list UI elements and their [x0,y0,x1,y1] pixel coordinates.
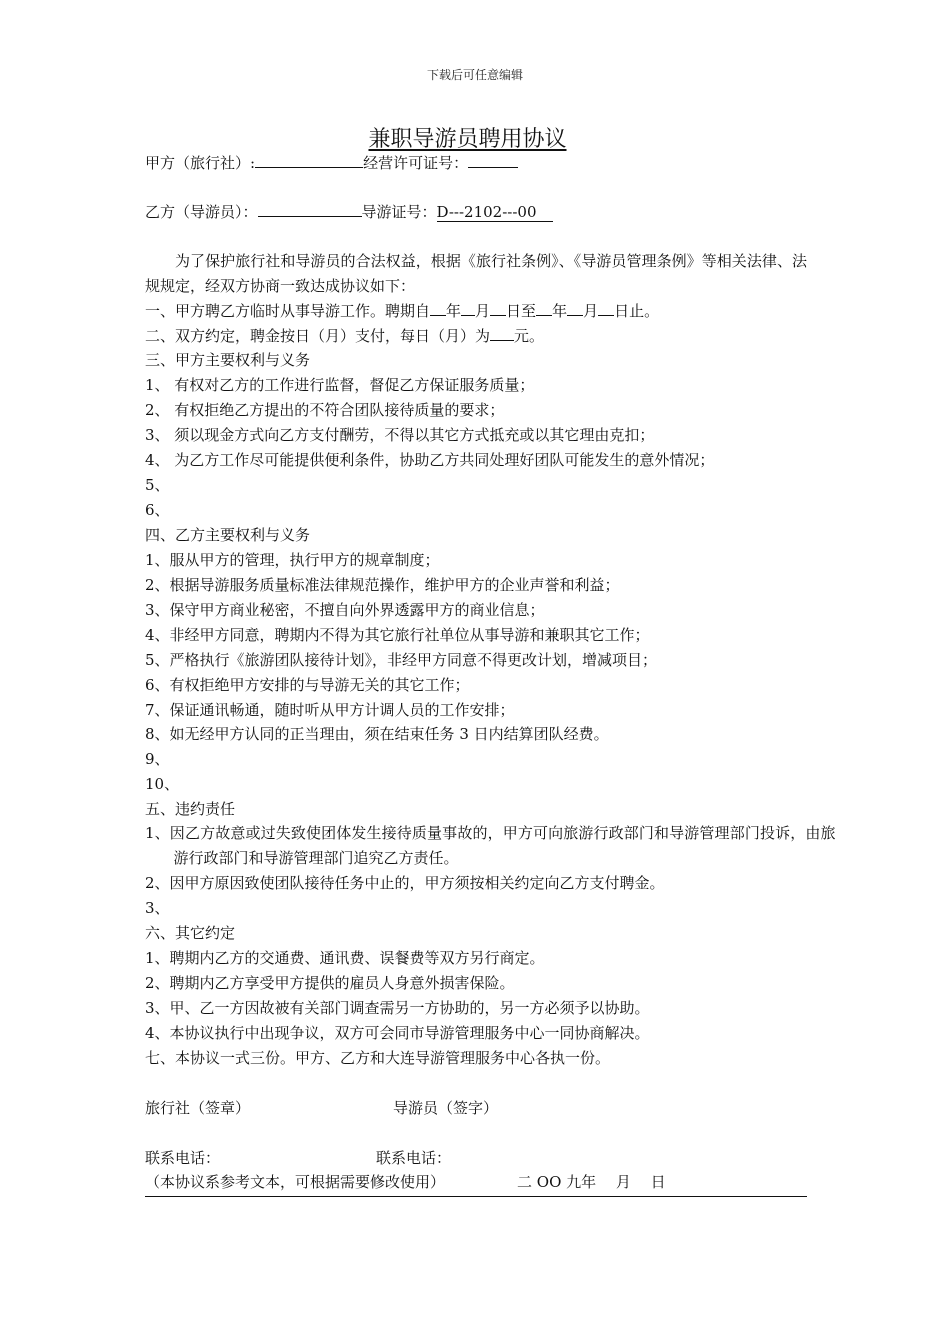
bottom-rule [145,1196,807,1197]
signature-row [145,1096,498,1120]
start-day-blank[interactable] [490,298,506,316]
party-a-name-blank[interactable] [255,150,363,168]
section-6-item: 1、聘期内乙方的交通费、通讯费、误餐费等双方另行商定。 [145,949,545,967]
section-6-item: 4、本协议执行中出现争议，双方可会同市导游管理服务中心一同协商解决。 [145,1024,650,1042]
section-4-item: 8、如无经甲方认同的正当理由，须在结束任务 3 日内结算团队经费。 [145,725,609,743]
document-title: 兼职导游员聘用协议 [368,127,567,152]
section-5-heading: 五、违约责任 [145,800,236,818]
end-day-blank[interactable] [598,298,614,316]
guide-signature-label: 导游员（签字） [393,1099,499,1117]
end-year-blank[interactable] [536,298,552,316]
section-4-item: 9、 [145,750,170,768]
section-4-item: 2、根据导游服务质量标准法律规范操作，维护甲方的企业声誉和利益； [145,576,620,594]
intro-paragraph: 为了保护旅行社和导游员的合法权益，根据《旅行社条例》、《导游员管理条例》等相关法律、法规规定，经双方协商一致达成协议如下： [145,252,807,295]
section-3-item: 3、 须以现金方式向乙方支付酬劳，不得以其它方式抵充或以其它理由克扣； [145,426,655,444]
header-note: 下载后可任意编辑 [426,68,523,82]
section-4-item: 1、服从甲方的管理，执行甲方的规章制度； [145,551,440,569]
section-4-item: 6、有权拒绝甲方安排的与导游无关的其它工作； [145,676,470,694]
start-year-blank[interactable] [430,298,446,316]
section-4-item: 5、严格执行《旅游团队接待计划》，非经甲方同意不得更改计划，增减项目； [145,651,658,669]
guide-phone-label: 联系电话： [376,1149,452,1167]
section-7: 七、本协议一式三份。甲方、乙方和大连导游管理服务中心各执一份。 [145,1049,611,1067]
start-month-blank[interactable] [461,298,475,316]
section-3-item: 5、 [145,476,170,494]
guide-id-label: 导游证号： [361,203,437,221]
section-4-item: 10、 [145,775,180,793]
agency-signature-label: 旅行社（签章） [145,1099,251,1117]
section-3-heading: 三、甲方主要权利与义务 [145,351,311,369]
clause-2-unit: 元。 [514,327,545,345]
guide-id-value[interactable]: D---2102---00 [437,203,553,222]
contact-row [145,1146,451,1170]
agency-phone-label: 联系电话： [145,1149,221,1167]
section-5-item: 3、 [145,899,170,917]
license-label: 经营许可证号： [363,154,469,172]
party-a-line [145,150,518,174]
end-month-blank[interactable] [567,298,583,316]
section-5-item: 2、因甲方原因致使团队接待任务中止的，甲方须按相关约定向乙方支付聘金。 [145,874,665,892]
clause-1-year: 年 [446,302,462,320]
section-3-item: 1、 有权对乙方的工作进行监督，督促乙方保证服务质量； [145,376,535,394]
section-5-item: 1、因乙方故意或过失致使团体发生接待质量事故的，甲方可向旅游行政部门和导游管理部门投诉，由旅游行政部门和导游管理部门追究乙方责任。 [145,824,836,867]
party-a-label: 甲方（旅行社）: [145,154,256,172]
footer-note: （本协议系参考文本，可根据需要修改使用） [145,1173,446,1191]
section-6-heading: 六、其它约定 [145,924,236,942]
section-6-item: 3、甲、乙一方因故被有关部门调查需另一方协助的，另一方必须予以协助。 [145,999,650,1017]
fee-blank[interactable] [490,323,514,341]
clause-2 [145,323,544,347]
footer-date: 二 OO 九年 月 日 [517,1173,666,1191]
section-6-item: 2、聘期内乙方享受甲方提供的雇员人身意外损害保险。 [145,974,515,992]
section-3-item: 6、 [145,501,170,519]
clause-1 [145,298,659,322]
party-b-name-blank[interactable] [258,199,362,217]
clause-1-text: 一、甲方聘乙方临时从事导游工作。聘期自 [145,302,431,320]
section-4-item: 7、保证通讯畅通，随时听从甲方计调人员的工作安排； [145,701,515,719]
clause-2-text: 二、双方约定，聘金按日（月）支付，每日（月）为 [145,327,491,345]
section-4-item: 3、保守甲方商业秘密，不擅自向外界透露甲方的商业信息； [145,601,545,619]
license-number-blank[interactable] [468,150,518,168]
section-3-item: 4、 为乙方工作尽可能提供便利条件，协助乙方共同处理好团队可能发生的意外情况； [145,451,715,469]
clause-1-to: 日至 [506,302,537,320]
footer-row [145,1170,666,1194]
clause-1-end-month: 月 [583,302,599,320]
section-3-item: 2、 有权拒绝乙方提出的不符合团队接待质量的要求； [145,401,505,419]
clause-1-end: 日止。 [614,302,660,320]
party-b-label: 乙方（导游员）： [145,203,258,221]
clause-1-month: 月 [475,302,491,320]
section-4-heading: 四、乙方主要权利与义务 [145,526,311,544]
clause-1-end-year: 年 [552,302,568,320]
party-b-line [145,199,553,223]
section-4-item: 4、非经甲方同意，聘期内不得为其它旅行社单位从事导游和兼职其它工作； [145,626,650,644]
